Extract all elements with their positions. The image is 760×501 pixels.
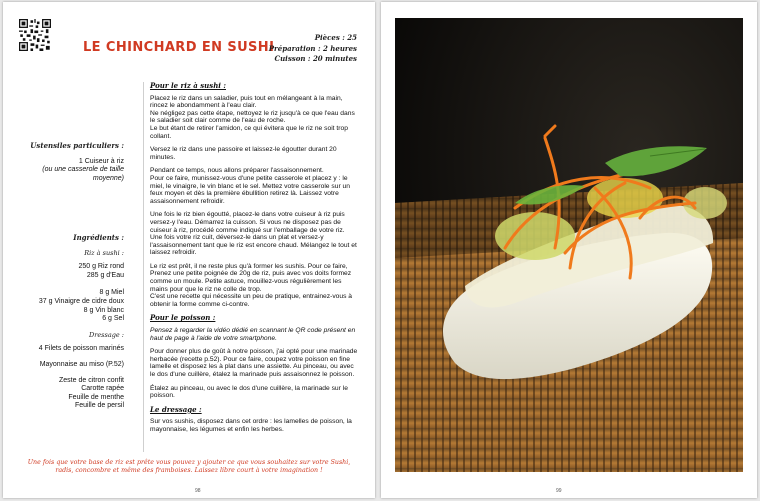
utensils-note: (ou une casserole de taille moyenne) xyxy=(42,166,124,182)
rice-step: Le riz est prêt, il ne reste plus qu'à former les sushis. Pour ce faire, Prenez une petite poignée de 20g de riz, puis avec vos doits formez comme un moule. Petite astuce, mouillez-vous régulièrement les mains pour que le riz ne colle de trop. C'est une recette qui nécessite un peu de pratique, entrainez-vous à obtenir la forme comme ci-contre. xyxy=(150,262,353,308)
meta-pieces: Pièces : 25 xyxy=(314,33,357,42)
ingredient-item: 285 g d'Eau xyxy=(86,271,124,279)
utensils-block xyxy=(11,142,124,183)
page-number-right: 99 xyxy=(556,488,562,494)
ingredient-item: 8 g Vin blanc xyxy=(83,306,124,314)
column-divider xyxy=(143,82,144,452)
right-page xyxy=(381,2,757,498)
ingredients-block xyxy=(11,234,124,411)
ingredient-item: 37 g Vinaigre de cidre doux xyxy=(38,297,124,305)
fish-method-heading: Pour le poisson : xyxy=(150,313,216,323)
ingredient-item: Zeste de citron confit xyxy=(59,376,124,384)
ingredient-item: 250 g Riz rond xyxy=(78,263,124,271)
rice-ingredient-list xyxy=(11,263,124,324)
dressing-step: Sur vos sushis, disposez dans cet ordre : les lamelles de poisson, la mayonnaise, les légumes et enfin les herbes. xyxy=(150,418,352,433)
sushi-photo xyxy=(395,18,743,472)
rice-step: Versez le riz dans une passoire et laissez-le égoutter durant 20 minutes. xyxy=(150,146,337,161)
recipe-title: LE CHINCHARD EN SUSHI xyxy=(83,40,275,55)
utensils-heading: Ustensiles particuliers : xyxy=(30,141,124,150)
method-column xyxy=(150,82,358,440)
fish-step: Étalez au pinceau, ou avec le dos d'une cuillère, la marinade sur le poisson. xyxy=(150,384,348,400)
dressing-method-heading: Le dressage : xyxy=(150,404,202,414)
ingredient-item: Carotte rapée xyxy=(81,385,124,393)
dressing-ingredients-heading: Dressage : xyxy=(89,330,124,339)
rice-method-heading: Pour le riz à sushi : xyxy=(150,81,226,90)
meta-preparation: Préparation : 2 heures xyxy=(268,43,357,53)
ingredient-item: Feuille de menthe xyxy=(68,393,124,401)
recipe-meta xyxy=(269,33,357,65)
rice-step: Une fois le riz bien égoutté, placez-le dans votre cuiseur à riz puis versez-y l'eau. Démarrez la cuisson. Si vous ne disposez pas de cuiseur à riz, procédé comme indiqué sur l'emballage de votre riz. Une fois votre riz cuit, déversez-le dans un plat et versez-y l'assaisonnement tant que le riz est encore chaud. Mélangez le tout et laissez refroidir. xyxy=(150,211,357,257)
rice-ingredients-heading: Riz à sushi : xyxy=(84,248,124,257)
meta-cooking: Cuisson : 20 minutes xyxy=(274,54,357,63)
qr-code-icon[interactable] xyxy=(19,19,51,51)
utensils-item: 1 Cuiseur à riz xyxy=(78,157,124,165)
page-number-left: 98 xyxy=(195,488,201,494)
ingredients-heading: Ingrédients : xyxy=(73,233,124,242)
ingredient-item: 4 Filets de poisson marinés xyxy=(38,345,124,353)
fish-video-note: Pensez à regarder la vidéo dédié en scannant le QR code présent en haut de page à l'aide de votre smartphone. xyxy=(150,327,356,342)
ingredient-item: 6 g Sel xyxy=(102,315,124,323)
rice-step: Placez le riz dans un saladier, puis tout en mélangeant à la main, rincez le abondamment à l'eau clair. Ne négligez pas cette étape, nettoyez le riz jusqu'à ce que l'eau dans le saladier soit clair comme de l'eau de roche. Le but étant de retirer l'amidon, ce qui évitera que le riz ne soit trop collant. xyxy=(150,94,355,140)
ingredient-item: 8 g Miel xyxy=(99,289,124,297)
fish-step: Pour donner plus de goût à notre poisson, j'ai opté pour une marinade herbacée (recette p.52). Pour ce faire, coupez votre poisson en fine lamelle et disposez les à plat dans une assiette. Au pinceau, ou avec le dos d'une cuillère, étalez la marinade puis assaisonnez le poisson. xyxy=(150,348,358,378)
dressing-ingredient-list xyxy=(11,345,124,411)
left-page xyxy=(3,2,375,498)
ingredient-item: Mayonnaise au miso (P.52) xyxy=(39,360,124,368)
footer-tip: Une fois que votre base de riz est prête vous pouvez y ajouter ce que vous souhaitez sur votre Sushi, radis, concombre et même des framboises. Laissez libre court à votre imagination ! xyxy=(27,459,351,474)
ingredient-item: Feuille de persil xyxy=(74,402,124,410)
rice-step: Pendant ce temps, nous allons préparer l'assaisonnement. Pour ce faire, munissez-vous d'une petite casserole et placez y : le miel, le vinaigre, le vin blanc et le sel. Mettez votre casserole sur un feux moyen et dès la première ébullition retirez là. Laissez votre assaisonnement refroidir. xyxy=(150,167,350,205)
